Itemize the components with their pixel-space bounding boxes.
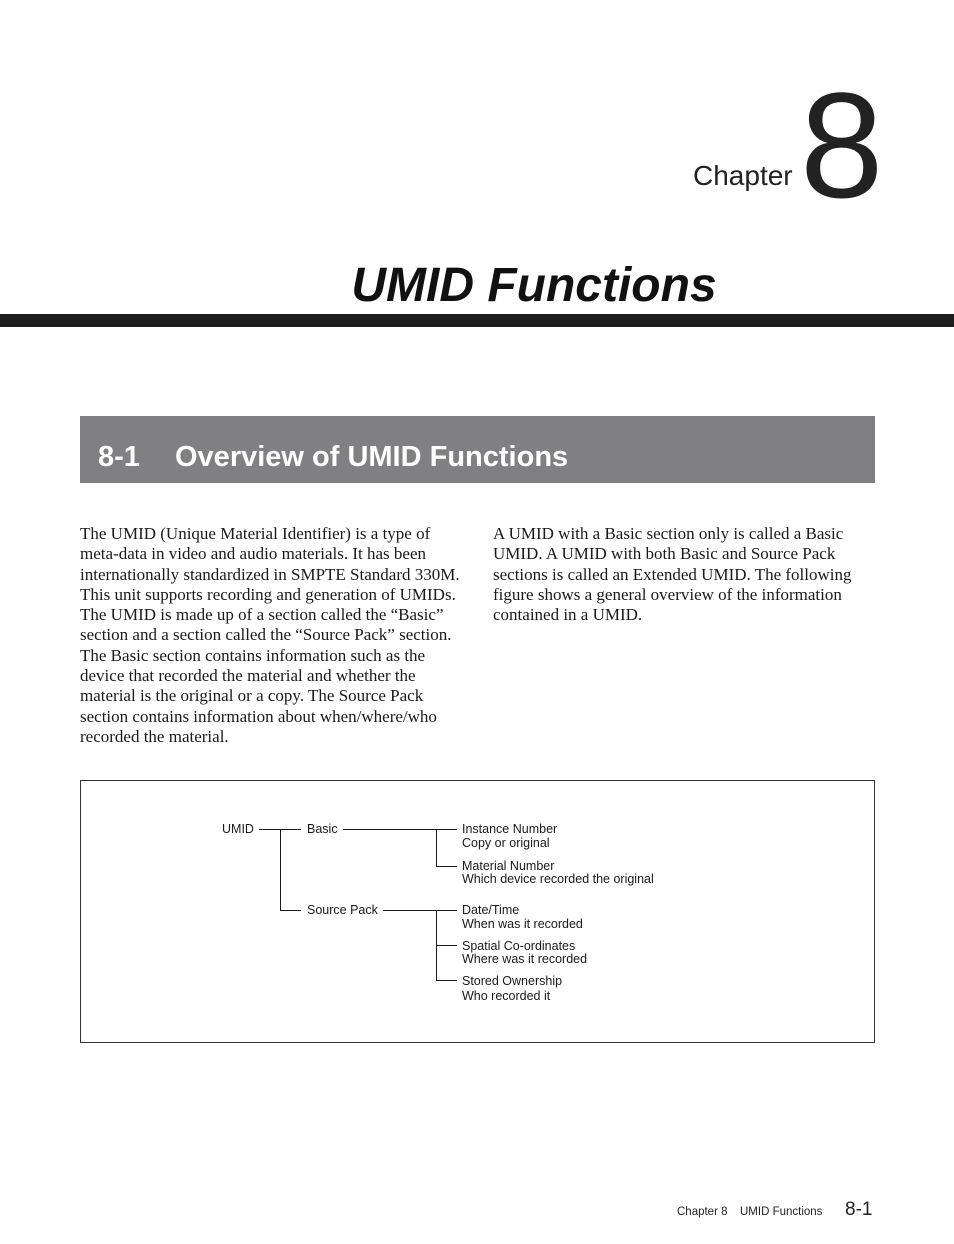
connector-line — [436, 980, 457, 981]
tree-leaf-title: Material Number — [462, 859, 555, 873]
tree-root-label: UMID — [222, 822, 254, 836]
tree-leaf-title: Date/Time — [462, 903, 520, 917]
connector-line — [436, 866, 457, 867]
footer-chapter: Chapter 8 — [677, 1206, 728, 1218]
chapter-label: Chapter — [693, 160, 793, 191]
tree-leaf-desc: When was it recorded — [462, 917, 583, 931]
tree-leaf-desc: Where was it recorded — [462, 952, 588, 966]
paragraph: The UMID is made up of a section called the “Basic” section and a section called the “Source Pack” section. The Basic section contains information such as the device that recorded the material and whether the material is the original or a copy. The Source Pack section contains information about when/where/who recorded the material. — [80, 605, 452, 746]
connector-line — [436, 945, 457, 946]
chapter-title: UMID Functions — [351, 259, 717, 312]
page-number: 8-1 — [845, 1199, 873, 1220]
connector-line — [280, 910, 301, 911]
footer-title: UMID Functions — [740, 1206, 823, 1218]
connector-line — [436, 829, 437, 866]
connector-line — [280, 829, 281, 910]
paragraph: A UMID with a Basic section only is called a Basic UMID. A UMID with both Basic and Source Pack sections is called an Extended UMID. The following figure shows a general overview of the information contained in a UMID. — [493, 524, 852, 625]
tree-leaf-desc: Copy or original — [462, 836, 550, 850]
title-rule — [0, 314, 954, 327]
connector-line — [343, 829, 457, 830]
tree-branch-label: Basic — [307, 822, 338, 836]
body-column-left — [80, 524, 460, 747]
chapter-number: 8 — [800, 61, 884, 229]
tree-leaf-title: Stored Ownership — [462, 974, 563, 988]
section-number: 8-1 — [98, 441, 140, 473]
tree-branch-label: Source Pack — [307, 903, 378, 917]
section-title: Overview of UMID Functions — [175, 441, 569, 473]
tree-leaf-desc: Who recorded it — [462, 989, 551, 1003]
connector-line — [383, 910, 457, 911]
tree-leaf-desc: Which device recorded the original — [462, 872, 654, 886]
tree-leaf-title: Spatial Co-ordinates — [462, 939, 576, 953]
tree-leaf-title: Instance Number — [462, 822, 558, 836]
paragraph: The UMID (Unique Material Identifier) is a type of meta-data in video and audio materials. It has been internationally standardized in SMPTE Standard 330M. This unit supports recording and generation of UMIDs. — [80, 524, 460, 604]
body-column-right — [493, 524, 873, 625]
